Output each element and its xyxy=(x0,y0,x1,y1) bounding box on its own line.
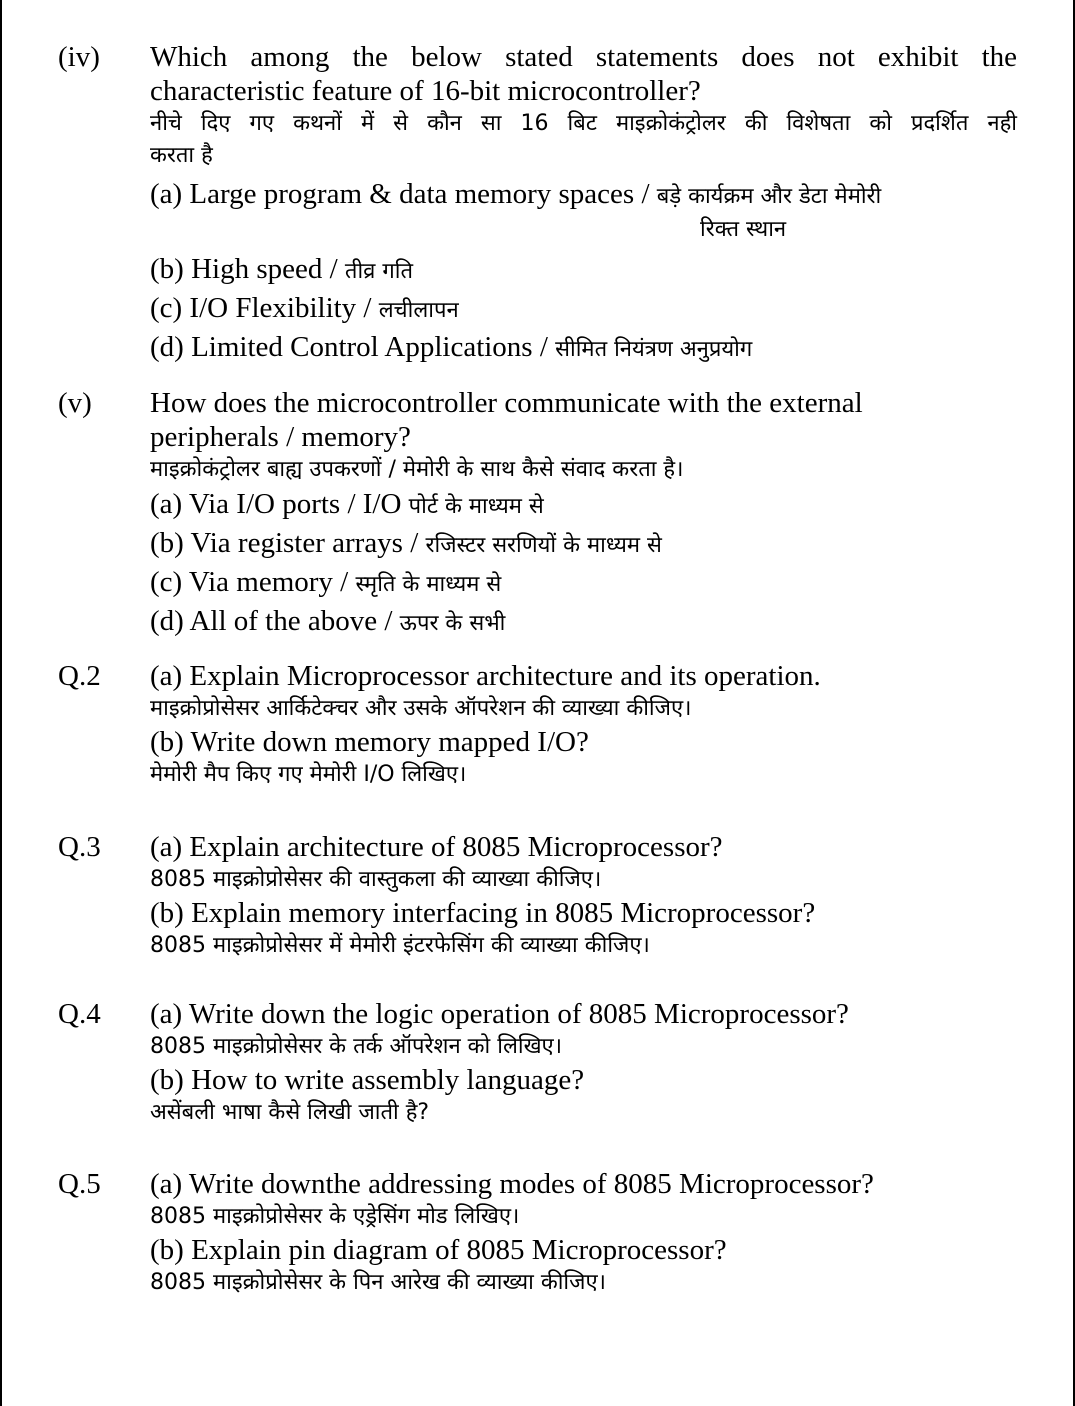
question-text-line: characteristic feature of 16-bit microcontroller? xyxy=(150,75,701,107)
question-number: Q.4 xyxy=(58,998,101,1030)
option-b: (b) High speed / तीव्र गति xyxy=(150,253,413,285)
part-a-hindi: 8085 माइक्रोप्रोसेसर के तर्क ऑपरेशन को लिखिए। xyxy=(150,1034,563,1059)
question-number: Q.2 xyxy=(58,660,101,692)
question-number: Q.3 xyxy=(58,831,101,863)
part-a-text: (a) Write downthe addressing modes of 8085 Microprocessor? xyxy=(150,1168,874,1200)
option-d: (d) Limited Control Applications / सीमित नियंत्रण अनुप्रयोग xyxy=(150,331,753,363)
part-b-hindi: 8085 माइक्रोप्रोसेसर में मेमोरी इंटरफेसिंग की व्याख्या कीजिए। xyxy=(150,933,650,958)
part-a-text: (a) Write down the logic operation of 8085 Microprocessor? xyxy=(150,998,849,1030)
question-number: Q.5 xyxy=(58,1168,101,1200)
part-b-hindi: मेमोरी मैप किए गए मेमोरी I/O लिखिए। xyxy=(150,762,467,787)
question-text-line: peripherals / memory? xyxy=(150,421,411,453)
part-b-hindi: 8085 माइक्रोप्रोसेसर के पिन आरेख की व्याख्या कीजिए। xyxy=(150,1270,606,1295)
question-number: (v) xyxy=(58,387,92,419)
part-a-text: (a) Explain Microprocessor architecture and its operation. xyxy=(150,660,821,692)
option-a-hindi-continued: रिक्त स्थान xyxy=(700,217,787,242)
question-text-line: How does the microcontroller communicate with the external xyxy=(150,387,863,419)
part-b-hindi: असेंबली भाषा कैसे लिखी जाती है? xyxy=(150,1100,430,1125)
option-b: (b) Via register arrays / रजिस्टर सरणियों के माध्यम से xyxy=(150,527,662,559)
part-b-text: (b) Explain memory interfacing in 8085 Microprocessor? xyxy=(150,897,816,929)
question-text-line: Which among the below stated statements does not exhibit the xyxy=(150,41,1017,73)
part-a-hindi: 8085 माइक्रोप्रोसेसर की वास्तुकला की व्याख्या कीजिए। xyxy=(150,867,602,892)
option-c: (c) I/O Flexibility / लचीलापन xyxy=(150,292,459,324)
question-hindi-line: करता है xyxy=(150,143,213,168)
question-hindi-line: माइक्रोकंट्रोलर बाह्य उपकरणों / मेमोरी के साथ कैसे संवाद करता है। xyxy=(150,457,684,482)
option-d: (d) All of the above / ऊपर के सभी xyxy=(150,605,506,637)
part-a-text: (a) Explain architecture of 8085 Microprocessor? xyxy=(150,831,723,863)
part-a-hindi: 8085 माइक्रोप्रोसेसर के एड्रेसिंग मोड लिखिए। xyxy=(150,1204,520,1229)
part-b-text: (b) Write down memory mapped I/O? xyxy=(150,726,589,758)
part-b-text: (b) Explain pin diagram of 8085 Microprocessor? xyxy=(150,1234,727,1266)
option-c: (c) Via memory / स्मृति के माध्यम से xyxy=(150,566,502,598)
question-hindi-line: नीचे दिए गए कथनों में से कौन सा 16 बिट माइक्रोकंट्रोलर की विशेषता को प्रदर्शित नही xyxy=(150,111,1017,136)
option-a: (a) Large program & data memory spaces / बड़े कार्यक्रम और डेटा मेमोरी xyxy=(150,178,882,210)
option-a: (a) Via I/O ports / I/O पोर्ट के माध्यम से xyxy=(150,488,544,520)
question-number: (iv) xyxy=(58,41,100,73)
part-b-text: (b) How to write assembly language? xyxy=(150,1064,585,1096)
part-a-hindi: माइक्रोप्रोसेसर आर्किटेक्चर और उसके ऑपरेशन की व्याख्या कीजिए। xyxy=(150,696,692,721)
